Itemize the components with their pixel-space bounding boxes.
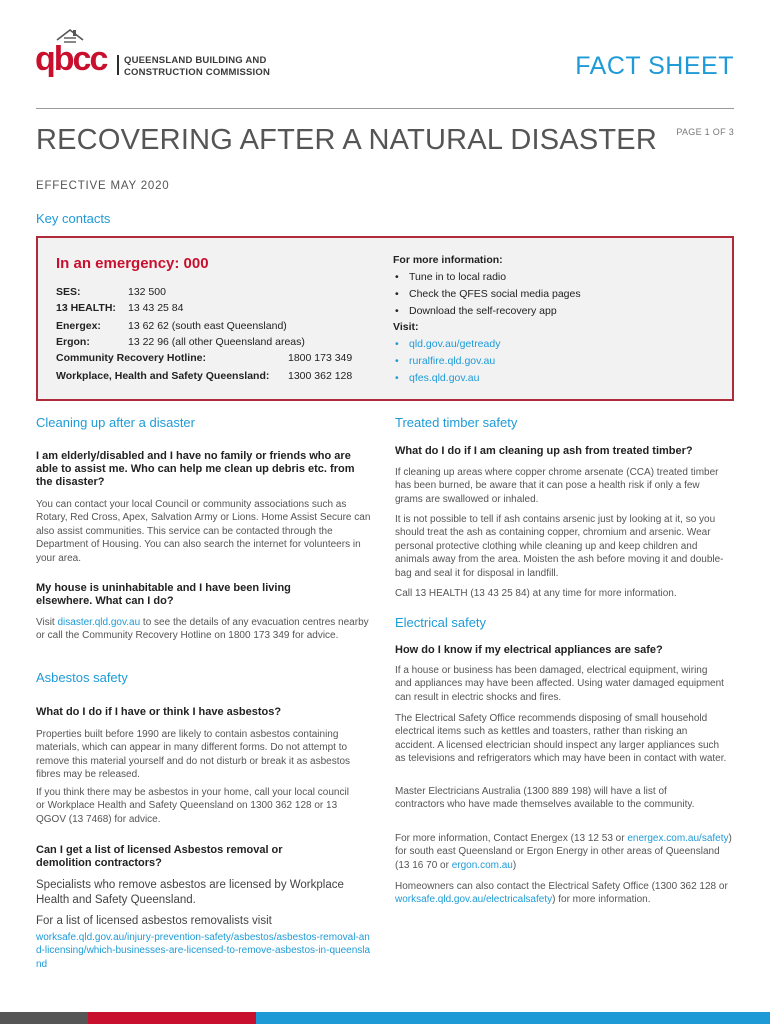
- link-energex[interactable]: energex.com.au/safety: [627, 833, 729, 844]
- answer-ash-2: It is not possible to tell if ash contains arsenic just by looking at it, so you should treat the ash as containing copper, chromium and arsenic. Wear personal protective clothing while cleaning up and keep children and animals away from the area. Moisten the ash before moving it and double-bag and seal it for disposal in landfill.: [395, 514, 724, 579]
- link-worksafe-asbestos[interactable]: worksafe.qld.gov.au/injury-prevention-safety/asbestos/asbestos-removal-and-licensing/which-businesses-are-licensed-to-remove-asbestos-in-queensland: [36, 932, 371, 970]
- link-disaster[interactable]: disaster.qld.gov.au: [57, 617, 141, 628]
- contact-community-recovery: [56, 352, 353, 365]
- logo-divider: [117, 55, 119, 75]
- key-contacts-box: [36, 236, 734, 401]
- qbcc-logo[interactable]: [35, 28, 115, 80]
- electrical-heading: Electrical safety: [395, 615, 487, 630]
- answer-elderly: You can contact your local Council or community associations such as Rotary, Red Cross, Apex, Salvation Army or Lions. Home Assist Secure can also assist communities. This service can be contacted through the Department of Housing. You can also search the internet for volunteers in your area.: [36, 499, 371, 564]
- contact-label: Ergon:: [56, 336, 90, 348]
- header-rule: [36, 108, 734, 109]
- answer-contractors-2: For a list of licensed asbestos removalists visit: [36, 915, 272, 927]
- text: ) for south east Queensland or Ergon Energy in other areas of Queensland (13 16 70 or: [395, 833, 732, 871]
- question-asbestos: What do I do if I have or think I have asbestos?: [36, 706, 282, 718]
- link-getready[interactable]: • qld.gov.au/getready: [393, 336, 713, 353]
- logo-wordmark: qbcc: [35, 40, 107, 78]
- link-ruralfire[interactable]: • ruralfire.qld.gov.au: [393, 353, 713, 370]
- text: For more information, Contact Energex (13 12 53 or: [395, 833, 628, 844]
- organisation-name: [124, 55, 270, 79]
- footer-segment-red: [88, 1012, 256, 1024]
- question-ash: What do I do if I am cleaning up ash from treated timber?: [395, 445, 693, 457]
- key-contacts-heading: Key contacts: [36, 211, 111, 226]
- text: ) for more information.: [552, 894, 651, 906]
- contact-label: Community Recovery Hotline:: [56, 352, 206, 364]
- list-item: • Download the self-recovery app: [393, 303, 713, 320]
- org-name-line-2: CONSTRUCTION COMMISSION: [124, 67, 271, 78]
- page-number: PAGE 1 OF 3: [676, 127, 734, 137]
- contact-energex: [56, 320, 287, 333]
- contact-number[interactable]: 132 500: [128, 286, 166, 298]
- answer-asbestos-2: If you think there may be asbestos in your home, call your local council or Workplace Health and Safety Queensland on 1300 362 128 or 13 QGOV (13 7468) for advice.: [36, 787, 349, 825]
- contact-number[interactable]: 13 43 25 84: [128, 302, 184, 314]
- contact-number[interactable]: 13 22 96 (all other Queensland areas): [128, 336, 305, 348]
- text: Homeowners can also contact the Electrical Safety Office (1300 362 128 or: [395, 881, 728, 892]
- link-electrical-safety[interactable]: worksafe.qld.gov.au/electricalsafety: [395, 894, 553, 906]
- cleaning-heading: Cleaning up after a disaster: [36, 415, 195, 430]
- answer-contractors-1: Specialists who remove asbestos are licensed by Workplace Health and Safety Queensland.: [36, 879, 344, 906]
- contact-whs-queensland: [56, 370, 353, 383]
- text: Visit: [36, 617, 58, 628]
- question-elderly: I am elderly/disabled and I have no family or friends who are able to assist me. Who can help me clean up debris etc. from the disaster?: [36, 450, 355, 488]
- answer-appliances-3: Master Electricians Australia (1300 889 198) will have a list of contractors who have made themselves available to the community.: [395, 786, 695, 811]
- footer-segment-gray: [0, 1012, 88, 1024]
- emergency-number: In an emergency: 000: [56, 255, 209, 272]
- page-title: RECOVERING AFTER A NATURAL DISASTER: [36, 124, 657, 156]
- visit-heading: Visit:: [393, 321, 419, 333]
- asbestos-heading: Asbestos safety: [36, 670, 128, 685]
- question-uninhabitable: My house is uninhabitable and I have been living elsewhere. What can I do?: [36, 582, 291, 607]
- contact-ergon: [56, 336, 305, 349]
- answer-appliances-1: If a house or business has been damaged, electrical equipment, wiring and appliances may have been affected. Using water damaged equipment can result in electric shocks and fires.: [395, 665, 724, 703]
- contact-label: 13 HEALTH:: [56, 302, 116, 314]
- contact-number[interactable]: 1800 173 349: [288, 352, 353, 364]
- visit-links: [393, 336, 713, 387]
- answer-ash-3: Call 13 HEALTH (13 43 25 84) at any time for more information.: [395, 588, 677, 599]
- contact-label: Energex:: [56, 320, 101, 332]
- contact-13-health: [56, 302, 184, 315]
- text: to see the details of any evacuation centres nearby or call the Community Recovery Hotline on 1800 173 349 for advice.: [36, 617, 369, 642]
- footer-segment-blue: [256, 1012, 770, 1024]
- header: [0, 0, 770, 110]
- answer-ash-1: If cleaning up areas where copper chrome arsenate (CCA) treated timber has been burned, be aware that it can pose a health risk if only a few grams are swallowed or inhaled.: [395, 467, 719, 505]
- answer-uninhabitable: [36, 616, 371, 643]
- answer-contractors-link-block: [36, 931, 371, 971]
- effective-date: EFFECTIVE MAY 2020: [36, 180, 170, 192]
- question-appliances: How do I know if my electrical appliances are safe?: [395, 644, 663, 656]
- contact-number[interactable]: 13 62 62 (south east Queensland): [128, 320, 287, 332]
- more-info-panel: [393, 254, 713, 387]
- link-qfes[interactable]: • qfes.qld.gov.au: [393, 370, 713, 387]
- contact-ses: [56, 286, 166, 299]
- answer-asbestos-1: Properties built before 1990 are likely to contain asbestos containing materials, which can appear in many different forms. Do not attempt to remove this material yourself and do not disturb or break it as asbestos fibres may be released.: [36, 729, 351, 781]
- timber-heading: Treated timber safety: [395, 415, 518, 430]
- footer-bar: [0, 1012, 770, 1024]
- list-item: • Check the QFES social media pages: [393, 286, 713, 303]
- contact-label: SES:: [56, 286, 81, 298]
- text: ): [512, 859, 517, 871]
- fact-sheet-label: FACT SHEET: [575, 52, 734, 80]
- answer-appliances-4: [395, 832, 735, 872]
- contact-label: Workplace, Health and Safety Queensland:: [56, 370, 270, 382]
- more-info-heading: For more information:: [393, 254, 503, 266]
- link-ergon[interactable]: ergon.com.au: [451, 859, 513, 871]
- org-name-line-1: QUEENSLAND BUILDING AND: [124, 55, 267, 66]
- answer-appliances-5: [395, 880, 735, 907]
- list-item: • Tune in to local radio: [393, 269, 713, 286]
- contact-number[interactable]: 1300 362 128: [288, 370, 353, 382]
- more-info-list: [393, 269, 713, 320]
- answer-appliances-2: The Electrical Safety Office recommends disposing of small household electrical items such as kettles and toasters, rather than risking an accident. A licensed electrician should inspect any larger appliances such as televisions and refrigerators which may have been in contact with water.: [395, 713, 727, 765]
- question-contractors: Can I get a list of licensed Asbestos removal or demolition contractors?: [36, 844, 283, 869]
